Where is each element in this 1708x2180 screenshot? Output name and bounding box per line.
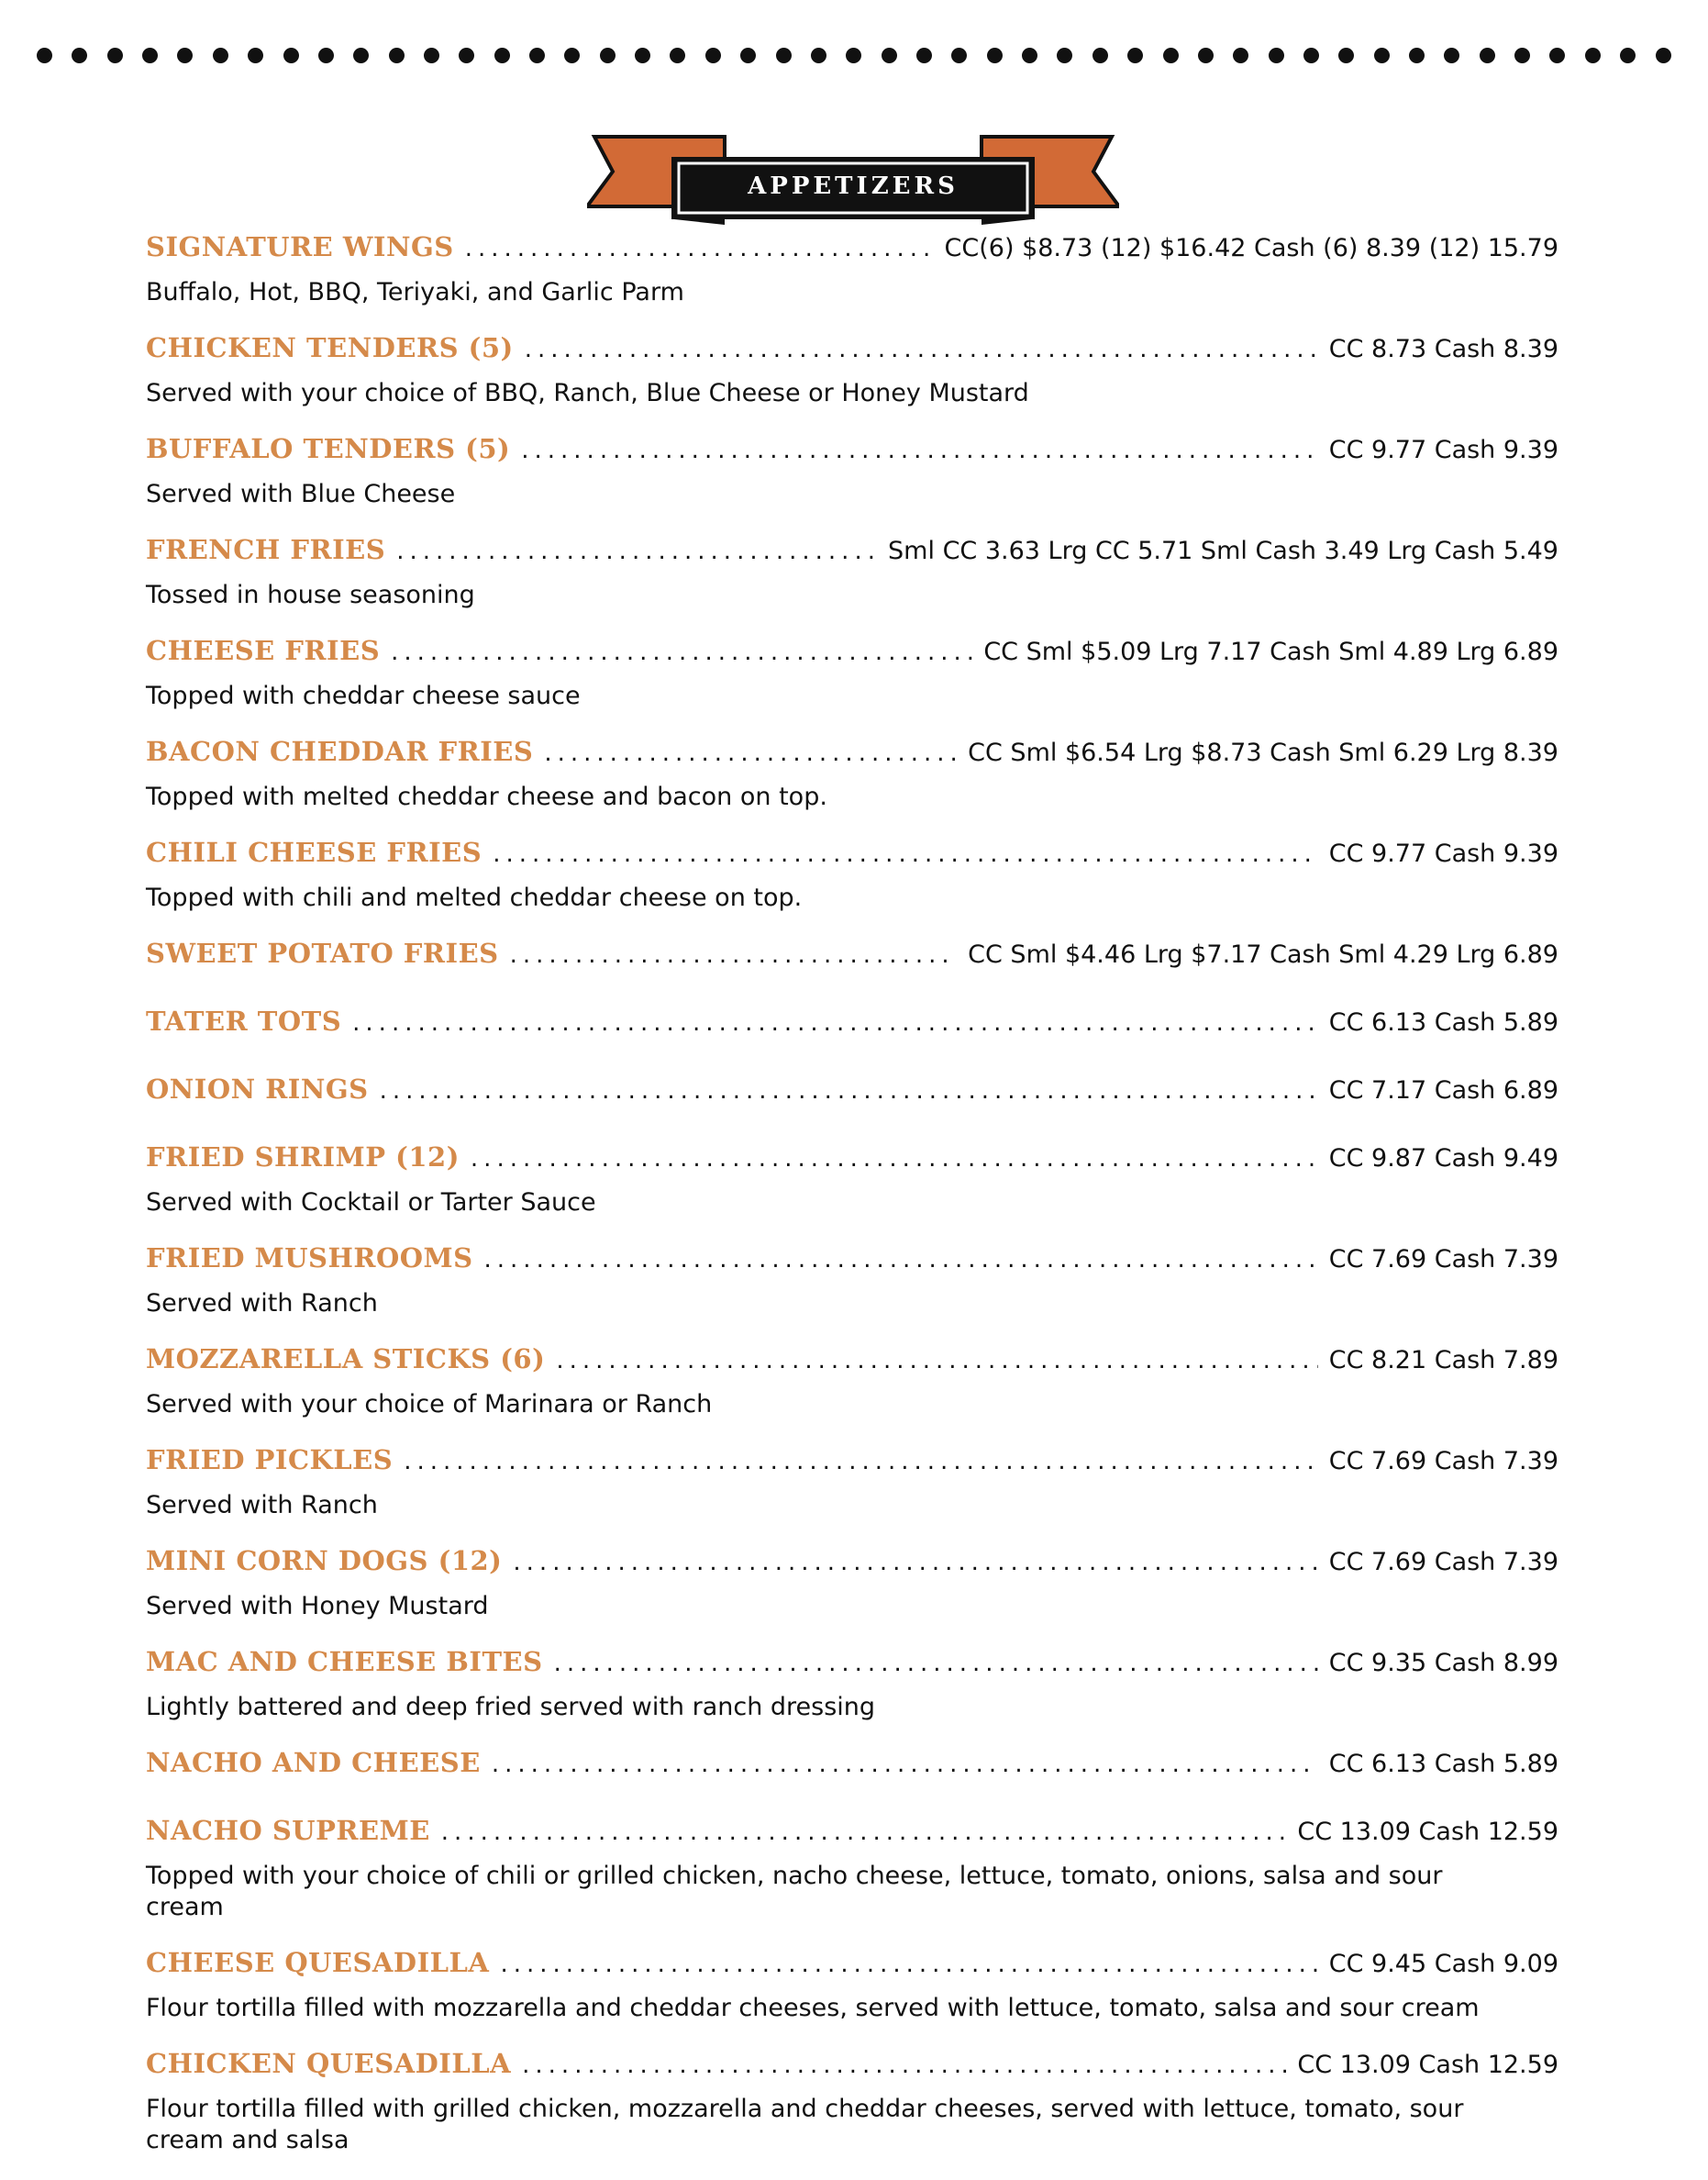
menu-item-price: CC 7.69 Cash 7.39 <box>1328 1245 1558 1274</box>
menu-item-row <box>146 433 1558 479</box>
border-dot <box>1269 48 1284 63</box>
border-dot <box>1549 48 1565 63</box>
menu-item-row <box>146 736 1558 782</box>
menu-item-description: Topped with cheddar cheese sauce <box>146 682 581 710</box>
menu-item-price: CC 7.69 Cash 7.39 <box>1328 1447 1558 1475</box>
border-dot <box>811 48 826 63</box>
menu-item-row <box>146 1343 1558 1389</box>
dot-leader <box>471 1145 1318 1173</box>
border-dot <box>283 48 299 63</box>
menu-item-row <box>146 1242 1558 1288</box>
menu-item-name: CHEESE FRIES <box>146 635 381 666</box>
menu-item-row <box>146 837 1558 883</box>
menu-item <box>146 1815 1558 1923</box>
border-dot <box>353 48 369 63</box>
menu-item <box>146 837 1558 914</box>
menu-item <box>146 2048 1558 2156</box>
menu-item-price: CC 9.35 Cash 8.99 <box>1328 1649 1558 1677</box>
border-dot <box>424 48 439 63</box>
dotted-border <box>37 44 1671 66</box>
menu-item-row <box>146 1646 1558 1692</box>
menu-item-price: CC 9.87 Cash 9.49 <box>1328 1144 1558 1173</box>
menu-item-price: CC 6.13 Cash 5.89 <box>1328 1008 1558 1037</box>
menu-item-row <box>146 1073 1558 1119</box>
menu-item-name: ONION RINGS <box>146 1073 369 1105</box>
border-dot <box>318 48 334 63</box>
menu-item-price: CC Sml $5.09 Lrg 7.17 Cash Sml 4.89 Lrg 6.89 <box>983 638 1558 666</box>
menu-item-name: CHILI CHEESE FRIES <box>146 837 482 868</box>
border-dot <box>1303 48 1319 63</box>
border-dot <box>142 48 158 63</box>
menu-item-description: Tossed in house seasoning <box>146 581 475 609</box>
menu-item-description: Served with Ranch <box>146 1289 378 1318</box>
dot-leader <box>396 538 877 565</box>
menu-item <box>146 1073 1558 1119</box>
menu-item <box>146 938 1558 984</box>
menu-item-name: FRENCH FRIES <box>146 534 386 565</box>
menu-item-row <box>146 1444 1558 1490</box>
menu-item-row <box>146 1141 1558 1187</box>
menu-item-price: CC 13.09 Cash 12.59 <box>1297 1818 1558 1846</box>
menu-item-description: Served with Honey Mustard <box>146 1592 489 1620</box>
border-dot <box>1057 48 1072 63</box>
border-dot <box>459 48 474 63</box>
menu-item-price: CC 6.13 Cash 5.89 <box>1328 1750 1558 1778</box>
border-dot <box>494 48 510 63</box>
menu-item-row <box>146 1006 1558 1051</box>
menu-item-price: CC 8.21 Cash 7.89 <box>1328 1346 1558 1374</box>
border-dot <box>1233 48 1248 63</box>
border-dot <box>529 48 545 63</box>
menu-item-name: CHICKEN TENDERS (5) <box>146 332 514 363</box>
menu-item-name: FRIED PICKLES <box>146 1444 394 1475</box>
border-dot <box>1514 48 1530 63</box>
menu-item-name: MOZZARELLA STICKS (6) <box>146 1343 546 1374</box>
border-dot <box>951 48 967 63</box>
menu-item-row <box>146 2048 1558 2094</box>
menu-item-price: CC(6) $8.73 (12) $16.42 Cash (6) 8.39 (12) 15.79 <box>944 234 1558 262</box>
menu-item-description: Buffalo, Hot, BBQ, Teriyaki, and Garlic Parm <box>146 278 684 306</box>
border-dot <box>213 48 228 63</box>
dot-leader <box>521 437 1318 464</box>
menu-item <box>146 332 1558 409</box>
border-dot <box>916 48 932 63</box>
dot-leader <box>404 1448 1318 1475</box>
dot-leader <box>484 1246 1318 1274</box>
section-banner <box>587 133 1119 225</box>
menu-item-name: SIGNATURE WINGS <box>146 231 454 262</box>
border-dot <box>1374 48 1390 63</box>
dot-leader <box>493 840 1318 868</box>
border-dot <box>670 48 685 63</box>
menu-item-name: CHEESE QUESADILLA <box>146 1947 490 1978</box>
dot-leader <box>544 740 957 767</box>
menu-item-description: Topped with chili and melted cheddar cheese on top. <box>146 884 803 912</box>
border-dot <box>37 48 52 63</box>
menu-item-price: CC 7.17 Cash 6.89 <box>1328 1076 1558 1105</box>
menu-item-name: MINI CORN DOGS (12) <box>146 1545 503 1576</box>
dot-leader <box>510 941 958 969</box>
menu-item-name: MAC AND CHEESE BITES <box>146 1646 543 1677</box>
menu-item-name: FRIED MUSHROOMS <box>146 1242 473 1274</box>
menu-item-row <box>146 635 1558 681</box>
menu-item <box>146 1646 1558 1723</box>
border-dot <box>248 48 263 63</box>
menu-item <box>146 534 1558 611</box>
dot-leader <box>391 639 972 666</box>
menu-item-name: BUFFALO TENDERS (5) <box>146 433 511 464</box>
menu-item <box>146 1006 1558 1051</box>
border-dot <box>72 48 87 63</box>
dot-leader <box>500 1951 1317 1978</box>
menu-item <box>146 1242 1558 1319</box>
border-dot <box>1656 48 1671 63</box>
menu-item <box>146 1444 1558 1521</box>
menu-item-row <box>146 1815 1558 1861</box>
border-dot <box>1092 48 1108 63</box>
menu-item-price: CC Sml $6.54 Lrg $8.73 Cash Sml 6.29 Lrg 8.39 <box>968 739 1558 767</box>
dot-leader <box>465 235 934 262</box>
menu-item-name: SWEET POTATO FRIES <box>146 938 499 969</box>
menu-item-name: TATER TOTS <box>146 1006 342 1037</box>
menu-item <box>146 1947 1558 2024</box>
border-dot <box>1585 48 1601 63</box>
menu-item-name: CHICKEN QUESADILLA <box>146 2048 512 2079</box>
menu-item-name: FRIED SHRIMP (12) <box>146 1141 460 1173</box>
menu-item-name: BACON CHEDDAR FRIES <box>146 736 534 767</box>
border-dot <box>564 48 580 63</box>
menu-item-row <box>146 1747 1558 1793</box>
border-dot <box>987 48 1003 63</box>
border-dot <box>1444 48 1459 63</box>
border-dot <box>846 48 861 63</box>
menu-list <box>146 231 1558 2180</box>
menu-item <box>146 433 1558 510</box>
border-dot <box>389 48 405 63</box>
menu-item-description: Served with your choice of Marinara or Ranch <box>146 1390 713 1418</box>
border-dot <box>705 48 721 63</box>
border-dot <box>177 48 193 63</box>
dot-leader <box>554 1650 1318 1677</box>
menu-item-price: CC 9.77 Cash 9.39 <box>1328 840 1558 868</box>
border-dot <box>1127 48 1143 63</box>
dot-leader <box>525 336 1318 363</box>
menu-item <box>146 736 1558 813</box>
section-title: APPETIZERS <box>748 172 959 200</box>
border-dot <box>776 48 792 63</box>
menu-item-row <box>146 1545 1558 1591</box>
border-dot <box>1409 48 1425 63</box>
menu-item-description: Served with Cocktail or Tarter Sauce <box>146 1188 596 1217</box>
menu-item-description: Flour tortilla filled with grilled chicken, mozzarella and cheddar cheeses, served with lettuce, tomato, sour cream and salsa <box>146 2095 1464 2154</box>
border-dot <box>107 48 123 63</box>
dot-leader <box>513 1549 1317 1576</box>
border-dot <box>600 48 616 63</box>
border-dot <box>882 48 897 63</box>
dot-leader <box>352 1009 1318 1037</box>
menu-item-row <box>146 534 1558 580</box>
menu-item-description: Flour tortilla filled with mozzarella and cheddar cheeses, served with lettuce, tomato, salsa and sour cream <box>146 1994 1480 2022</box>
dot-leader <box>492 1751 1318 1778</box>
menu-item-row <box>146 332 1558 378</box>
border-dot <box>1198 48 1214 63</box>
border-dot <box>1022 48 1037 63</box>
border-dot <box>1163 48 1179 63</box>
border-dot <box>1620 48 1636 63</box>
menu-item <box>146 635 1558 712</box>
menu-item-description: Served with your choice of BBQ, Ranch, Blue Cheese or Honey Mustard <box>146 379 1029 407</box>
menu-item-description: Topped with your choice of chili or grilled chicken, nacho cheese, lettuce, tomato, onions, salsa and sour cream <box>146 1862 1443 1921</box>
dot-leader <box>556 1347 1317 1374</box>
dot-leader <box>380 1077 1318 1105</box>
menu-item-price: Sml CC 3.63 Lrg CC 5.71 Sml Cash 3.49 Lrg Cash 5.49 <box>888 537 1558 565</box>
menu-item-price: CC Sml $4.46 Lrg $7.17 Cash Sml 4.29 Lrg 6.89 <box>968 940 1558 969</box>
dot-leader <box>441 1819 1287 1846</box>
menu-item-price: CC 13.09 Cash 12.59 <box>1297 2051 1558 2079</box>
menu-item-price: CC 8.73 Cash 8.39 <box>1328 335 1558 363</box>
border-dot <box>1480 48 1495 63</box>
menu-item <box>146 1747 1558 1793</box>
menu-item-row <box>146 1947 1558 1993</box>
menu-item-price: CC 9.45 Cash 9.09 <box>1328 1950 1558 1978</box>
menu-item-row <box>146 231 1558 277</box>
menu-item-description: Lightly battered and deep fried served with ranch dressing <box>146 1693 876 1721</box>
menu-item-price: CC 9.77 Cash 9.39 <box>1328 436 1558 464</box>
dot-leader <box>522 2052 1286 2079</box>
border-dot <box>740 48 756 63</box>
menu-item <box>146 1141 1558 1218</box>
menu-item-row <box>146 938 1558 984</box>
border-dot <box>1338 48 1354 63</box>
menu-item <box>146 1343 1558 1420</box>
menu-item-price: CC 7.69 Cash 7.39 <box>1328 1548 1558 1576</box>
menu-item-description: Served with Blue Cheese <box>146 480 456 508</box>
border-dot <box>635 48 650 63</box>
menu-item-description: Topped with melted cheddar cheese and bacon on top. <box>146 783 827 811</box>
menu-item <box>146 231 1558 308</box>
menu-item <box>146 1545 1558 1622</box>
menu-item-name: NACHO SUPREME <box>146 1815 430 1846</box>
menu-item-name: NACHO AND CHEESE <box>146 1747 481 1778</box>
menu-item-description: Served with Ranch <box>146 1491 378 1519</box>
